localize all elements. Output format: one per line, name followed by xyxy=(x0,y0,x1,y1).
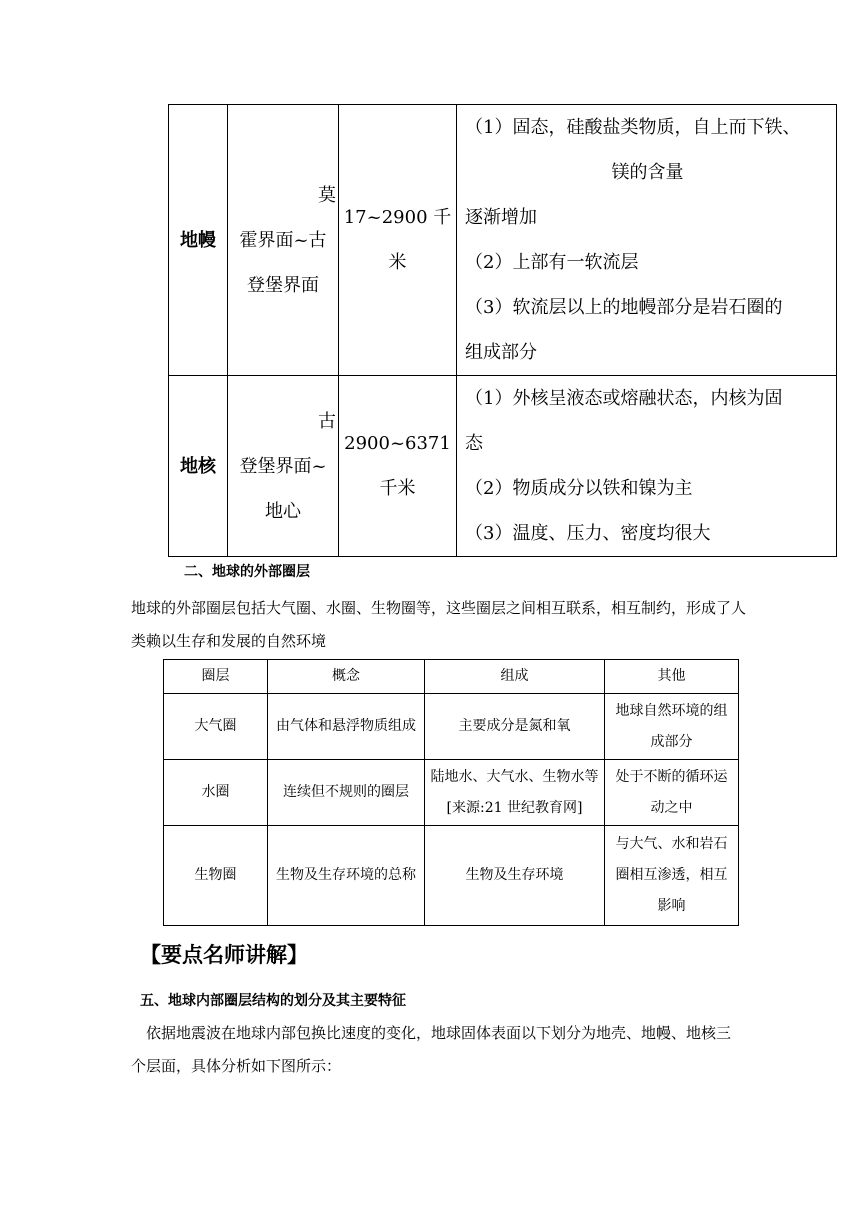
feature-line: （2）物质成分以铁和镍为主 xyxy=(465,478,693,499)
subsection-heading: 五、地球内部圈层结构的划分及其主要特征 xyxy=(140,993,406,1009)
table-cell: 主要成分是氮和氧 xyxy=(425,694,605,760)
feature-line: 态 xyxy=(465,433,483,454)
feature-line: （2）上部有一软流层 xyxy=(465,252,639,273)
interior-layers-table xyxy=(168,104,837,557)
table-row xyxy=(164,760,739,826)
table-row xyxy=(164,826,739,926)
column-header: 其他 xyxy=(605,660,739,694)
table-cell: 由气体和悬浮物质组成 xyxy=(268,694,425,760)
table-cell: 大气圈 xyxy=(164,694,268,760)
table-cell: 生物及生存环境的总称 xyxy=(268,826,425,926)
table-cell: 生物圈 xyxy=(164,826,268,926)
boundary-cell xyxy=(228,105,339,376)
section-heading: 二、地球的外部圈层 xyxy=(184,564,310,580)
table-row xyxy=(164,694,739,760)
layer-name-cell: 地核 xyxy=(169,376,228,557)
depth-text: 米 xyxy=(388,252,407,273)
depth-cell xyxy=(339,105,457,376)
table-cell: 陆地水、大气水、生物水等[来源:21 世纪教育网] xyxy=(425,760,605,826)
table-cell: 地球自然环境的组成部分 xyxy=(605,694,739,760)
boundary-text: 登堡界面 xyxy=(247,274,319,296)
depth-cell xyxy=(339,376,457,557)
key-points-heading: 【要点名师讲解】 xyxy=(140,943,308,967)
boundary-text: 登堡界面~ xyxy=(239,455,327,477)
boundary-cell xyxy=(228,376,339,557)
outer-layers-table xyxy=(163,659,739,926)
feature-line: （1）固态，硅酸盐类物质，自上而下铁、 xyxy=(465,117,801,138)
depth-text: 17~2900 千 xyxy=(343,207,452,228)
table-row xyxy=(169,376,837,557)
depth-text: 2900~6371 xyxy=(344,433,451,454)
table-cell: 连续但不规则的圈层 xyxy=(268,760,425,826)
table-cell: 生物及生存环境 xyxy=(425,826,605,926)
table-header-row xyxy=(164,660,739,694)
boundary-text: 霍界面~古 xyxy=(239,229,327,251)
layer-name-cell: 地幔 xyxy=(169,105,228,376)
section-paragraph: 地球的外部圈层包括大气圈、水圈、生物圈等，这些圈层之间相互联系，相互制约，形成了人类赖以生存和发展的自然环境 xyxy=(131,599,747,650)
feature-line: 镁的含量 xyxy=(611,162,684,183)
column-header: 圈层 xyxy=(164,660,268,694)
depth-text: 千米 xyxy=(379,478,416,499)
boundary-text: 莫 xyxy=(318,184,336,206)
table-row xyxy=(169,105,837,376)
feature-line: （3）温度、压力、密度均很大 xyxy=(465,523,711,544)
feature-line: 组成部分 xyxy=(465,342,537,363)
feature-line: 逐渐增加 xyxy=(465,207,537,228)
column-header: 概念 xyxy=(268,660,425,694)
column-header: 组成 xyxy=(425,660,605,694)
boundary-text: 古 xyxy=(318,410,336,432)
table-cell: 处于不断的循环运动之中 xyxy=(605,760,739,826)
features-cell xyxy=(457,376,837,557)
features-cell xyxy=(457,105,837,376)
key-points-paragraph: 依据地震波在地球内部包换比速度的变化，地球固体表面以下划分为地壳、地幔、地核三个层面，具体分析如下图所示： xyxy=(131,1024,732,1075)
feature-line: （3）软流层以上的地幔部分是岩石圈的 xyxy=(465,297,783,318)
feature-line: （1）外核呈液态或熔融状态，内核为固 xyxy=(465,388,783,409)
table-cell: 水圈 xyxy=(164,760,268,826)
boundary-text: 地心 xyxy=(265,500,301,522)
table-cell: 与大气、水和岩石圈相互渗透，相互影响 xyxy=(605,826,739,926)
